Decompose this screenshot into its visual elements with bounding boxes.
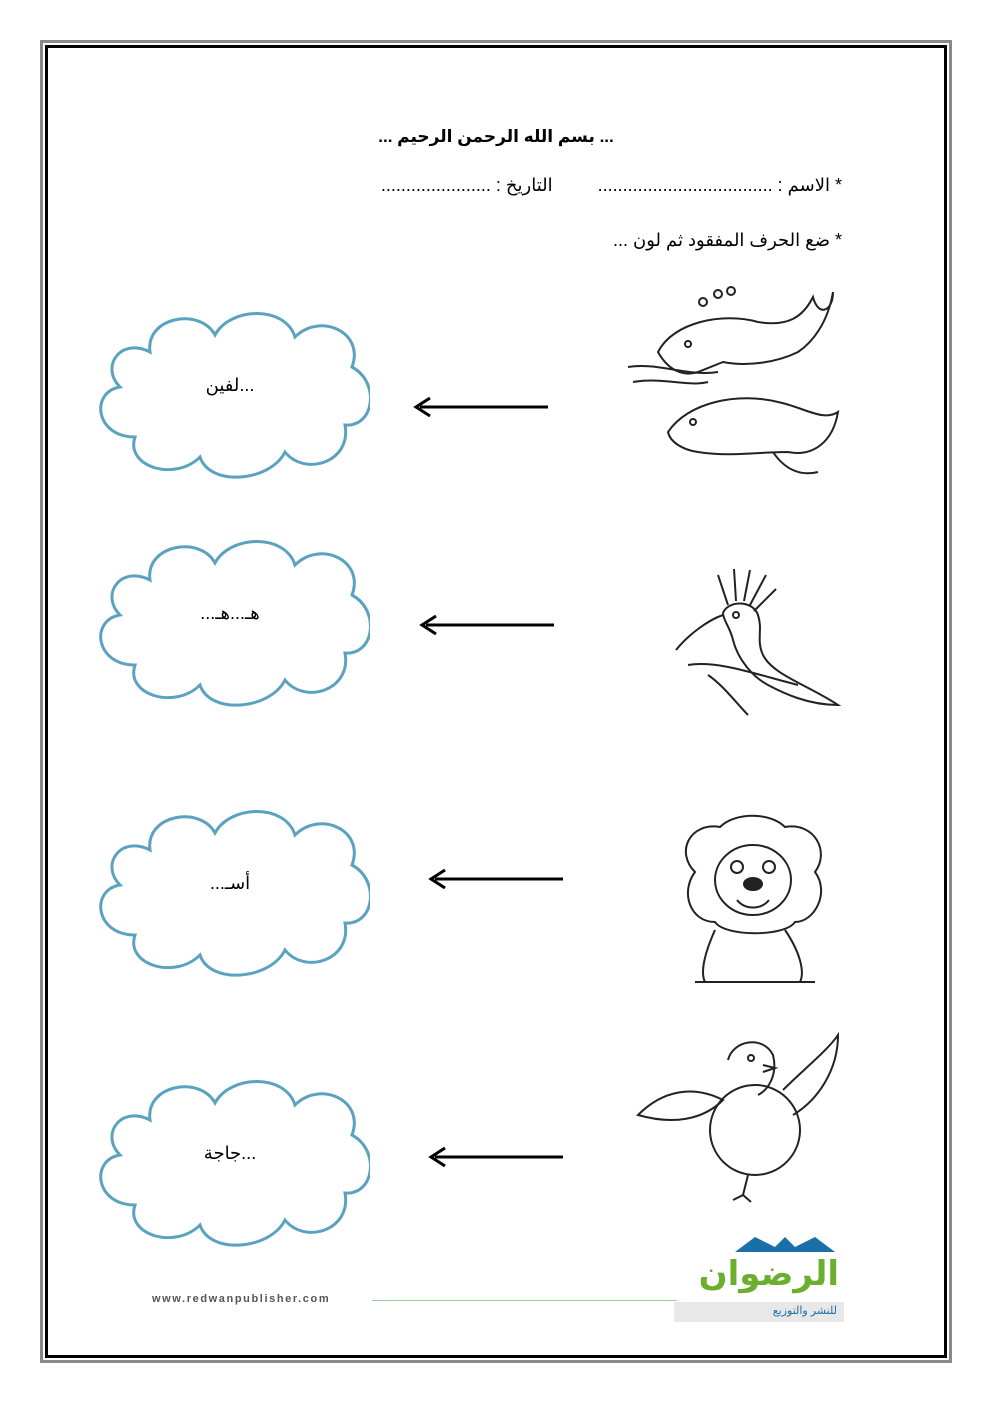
- hoopoe-icon: [668, 565, 848, 725]
- publisher-logo: [670, 1232, 845, 1322]
- worksheet-title: ... بسم الله الرحمن الرحيم ...: [378, 127, 614, 146]
- arrow-left-icon: [416, 614, 556, 636]
- dolphin-icon: [628, 282, 843, 487]
- logo-subtitle: للنشر والتوزيع: [772, 1305, 837, 1317]
- cloud-word: هـ...هـ...: [200, 603, 260, 623]
- lion-icon: [665, 812, 840, 990]
- answer-cloud-2: [90, 525, 370, 710]
- arrow-left-icon: [425, 868, 565, 890]
- answer-cloud-4: [90, 1065, 370, 1250]
- instruction-text: * ضع الحرف المفقود ثم لون ...: [613, 230, 842, 250]
- answer-cloud-3: [90, 795, 370, 980]
- name-field-label: * الاسم : ...................................: [597, 175, 842, 195]
- footer-divider: [372, 1300, 677, 1301]
- date-field-label: التاريخ : ......................: [380, 175, 553, 195]
- answer-cloud-1: [90, 297, 370, 482]
- arrow-left-icon: [410, 396, 550, 418]
- cloud-word: ...لفين: [205, 375, 255, 395]
- book-icon: [730, 1232, 840, 1254]
- cloud-word: ...جاجة: [203, 1143, 257, 1163]
- arrow-left-icon: [425, 1146, 565, 1168]
- cloud-word: أسـ...: [209, 873, 251, 893]
- website-url: www.redwanpublisher.com: [152, 1293, 331, 1305]
- name-date-line: [381, 175, 842, 196]
- logo-wordmark: الرضوان: [698, 1254, 839, 1294]
- chicken-icon: [633, 1030, 843, 1210]
